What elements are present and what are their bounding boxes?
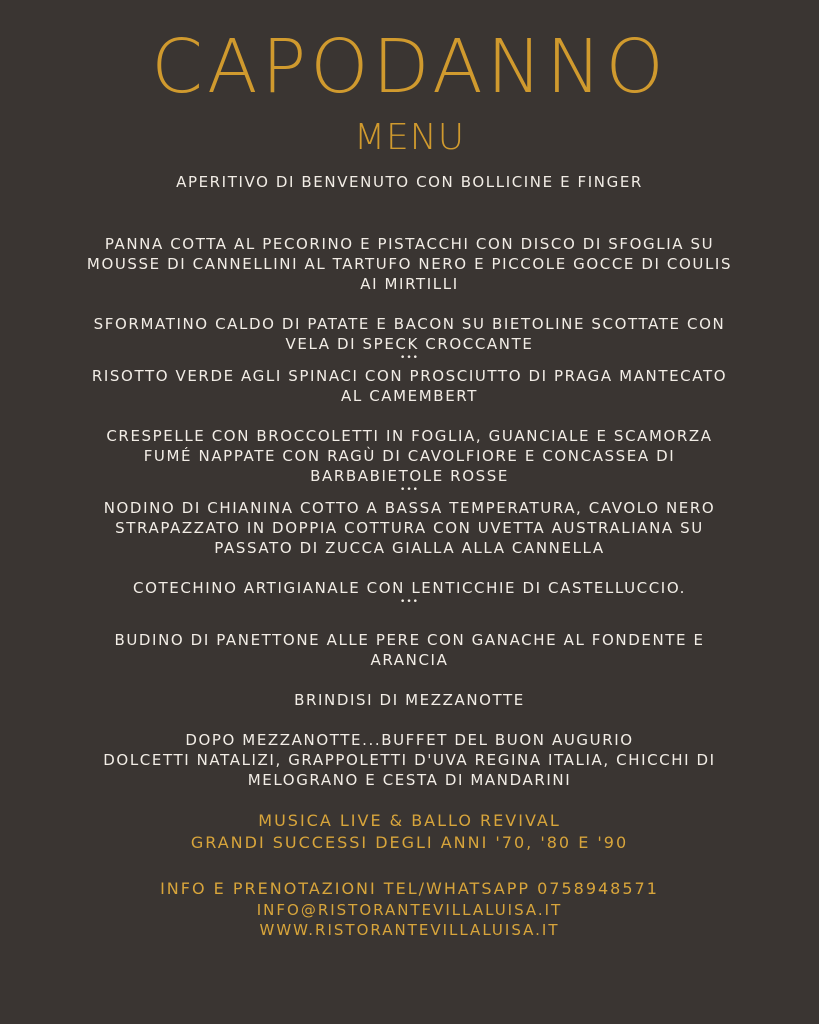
music-line: MUSICA LIVE & BALLO REVIVAL bbox=[258, 811, 561, 830]
separator-dots: ••• bbox=[400, 353, 419, 363]
menu-budino-line: BUDINO DI PANETTONE ALLE PERE CON GANACHE AL FONDENTE E bbox=[114, 631, 705, 649]
menu-dopo-line: DOPO MEZZANOTTE...BUFFET DEL BUON AUGURIO bbox=[185, 731, 634, 749]
menu-antipasto-line: AI MIRTILLI bbox=[360, 275, 459, 293]
menu-risotto-line: RISOTTO VERDE AGLI SPINACI CON PROSCIUTTO DI PRAGA MANTECATO bbox=[91, 367, 728, 385]
separator-dots: ••• bbox=[400, 597, 419, 607]
contact-section bbox=[40, 878, 779, 940]
menu-cotechino: COTECHINO ARTIGIANALE CON LENTICCHIE DI CASTELLUCCIO. bbox=[133, 579, 686, 597]
menu-crespelle-line: CRESPELLE CON BROCCOLETTI IN FOGLIA, GUANCIALE E SCAMORZA bbox=[106, 427, 713, 445]
music-line: GRANDI SUCCESSI DEGLI ANNI '70, '80 E '90 bbox=[190, 833, 629, 852]
menu-antipasto-line: PANNA COTTA AL PECORINO E PISTACCHI CON DISCO DI SFOGLIA SU bbox=[104, 235, 715, 253]
separator-dots: ••• bbox=[400, 485, 419, 495]
page-subtitle: MENU bbox=[353, 117, 466, 158]
contact-website[interactable]: WWW.RISTORANTEVILLALUISA.IT bbox=[259, 921, 560, 939]
menu-crespelle-line: BARBABIETOLE ROSSE bbox=[310, 467, 509, 485]
menu-risotto-line: AL CAMEMBERT bbox=[341, 387, 478, 405]
music-section bbox=[40, 810, 779, 854]
menu-budino-line: ARANCIA bbox=[370, 651, 449, 669]
menu-crespelle-line: FUMÉ NAPPATE CON RAGÙ DI CAVOLFIORE E CONCASSEA DI bbox=[143, 447, 676, 465]
menu-sformatino-line: SFORMATINO CALDO DI PATATE E BACON SU BIETOLINE SCOTTATE CON bbox=[93, 315, 726, 333]
menu-brindisi: BRINDISI DI MEZZANOTTE bbox=[294, 691, 525, 709]
menu-sformatino-line: VELA DI SPECK CROCCANTE bbox=[285, 335, 534, 353]
contact-email[interactable]: INFO@RISTORANTEVILLALUISA.IT bbox=[256, 901, 563, 919]
page-title: CAPODANNO bbox=[151, 24, 668, 110]
menu-nodino-line: STRAPAZZATO IN DOPPIA COTTURA CON UVETTA AUSTRALIANA SU bbox=[115, 519, 704, 537]
contact-info: INFO E PRENOTAZIONI TEL/WHATSAPP 0758948571 bbox=[160, 879, 659, 898]
menu-nodino-line: PASSATO DI ZUCCA GIALLA ALLA CANNELLA bbox=[214, 539, 605, 557]
menu-dopo-line: MELOGRANO E CESTA DI MANDARINI bbox=[247, 771, 572, 789]
menu-antipasto-line: MOUSSE DI CANNELLINI AL TARTUFO NERO E PICCOLE GOCCE DI COULIS bbox=[86, 255, 733, 273]
menu-nodino-line: NODINO DI CHIANINA COTTO A BASSA TEMPERATURA, CAVOLO NERO bbox=[103, 499, 716, 517]
menu-dopo-line: DOLCETTI NATALIZI, GRAPPOLETTI D'UVA REGINA ITALIA, CHICCHI DI bbox=[103, 751, 716, 769]
menu-aperitivo: APERITIVO DI BENVENUTO CON BOLLICINE E FINGER bbox=[176, 173, 643, 191]
menu-items bbox=[40, 170, 779, 940]
